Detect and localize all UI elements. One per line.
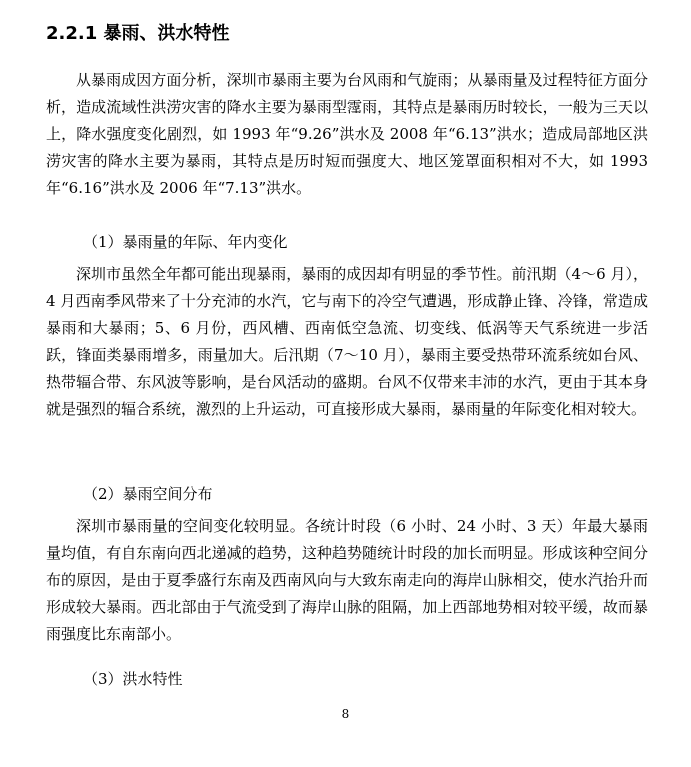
subsection-3-title: （3）洪水特性 — [83, 670, 183, 688]
page-number: 8 — [341, 707, 350, 721]
intro-paragraph: 从暴雨成因方面分析，深圳市暴雨主要为台风雨和气旋雨；从暴雨量及过程特征方面分析，造成流域性洪涝灾害的降水主要为暴雨型霪雨，其特点是暴雨历时较长，一般为三天以上，降水强度变化剧烈，如 1993 年“9.26”洪水及 2008 年“6.13”洪水；造成局部地区洪涝灾害的降水主要为暴雨，其特点是历时短而强度大、地区笼罩面积相对不大，如 1993 年“6.16”洪水及 2006 年“7.13”洪水。 — [46, 71, 648, 197]
section-heading: 2.2.1 暴雨、洪水特性 — [46, 23, 230, 44]
subsection-1-title: （1）暴雨量的年际、年内变化 — [83, 233, 288, 251]
subsection-2-paragraph: 深圳市暴雨量的空间变化较明显。各统计时段（6 小时、24 小时、3 天）年最大暴雨量均值，有自东南向西北递减的趋势，这种趋势随统计时段的加长而明显。形成该种空间分布的原因，是由于夏季盛行东南及西南风向与大致东南走向的海岸山脉相交，使水汽抬升而形成较大暴雨。西北部由于气流受到了海岸山脉的阻隔，加上西部地势相对较平缓，故而暴雨强度比东南部小。 — [46, 517, 648, 643]
subsection-2-title: （2）暴雨空间分布 — [83, 485, 213, 503]
subsection-1-paragraph: 深圳市虽然全年都可能出现暴雨，暴雨的成因却有明显的季节性。前汛期（4～6 月），4 月西南季风带来了十分充沛的水汽，它与南下的冷空气遭遇，形成静止锋、冷锋，常造成暴雨和大暴雨；5、6 月份，西风槽、西南低空急流、切变线、低涡等天气系统进一步活跃，锋面类暴雨增多，雨量加大。后汛期（7～10 月），暴雨主要受热带环流系统如台风、热带辐合带、东风波等影响，是台风活动的盛期。台风不仅带来丰沛的水汽，更由于其本身就是强烈的辐合系统，激烈的上升运动，可直接形成大暴雨，暴雨量的年际变化相对较大。 — [46, 265, 648, 418]
